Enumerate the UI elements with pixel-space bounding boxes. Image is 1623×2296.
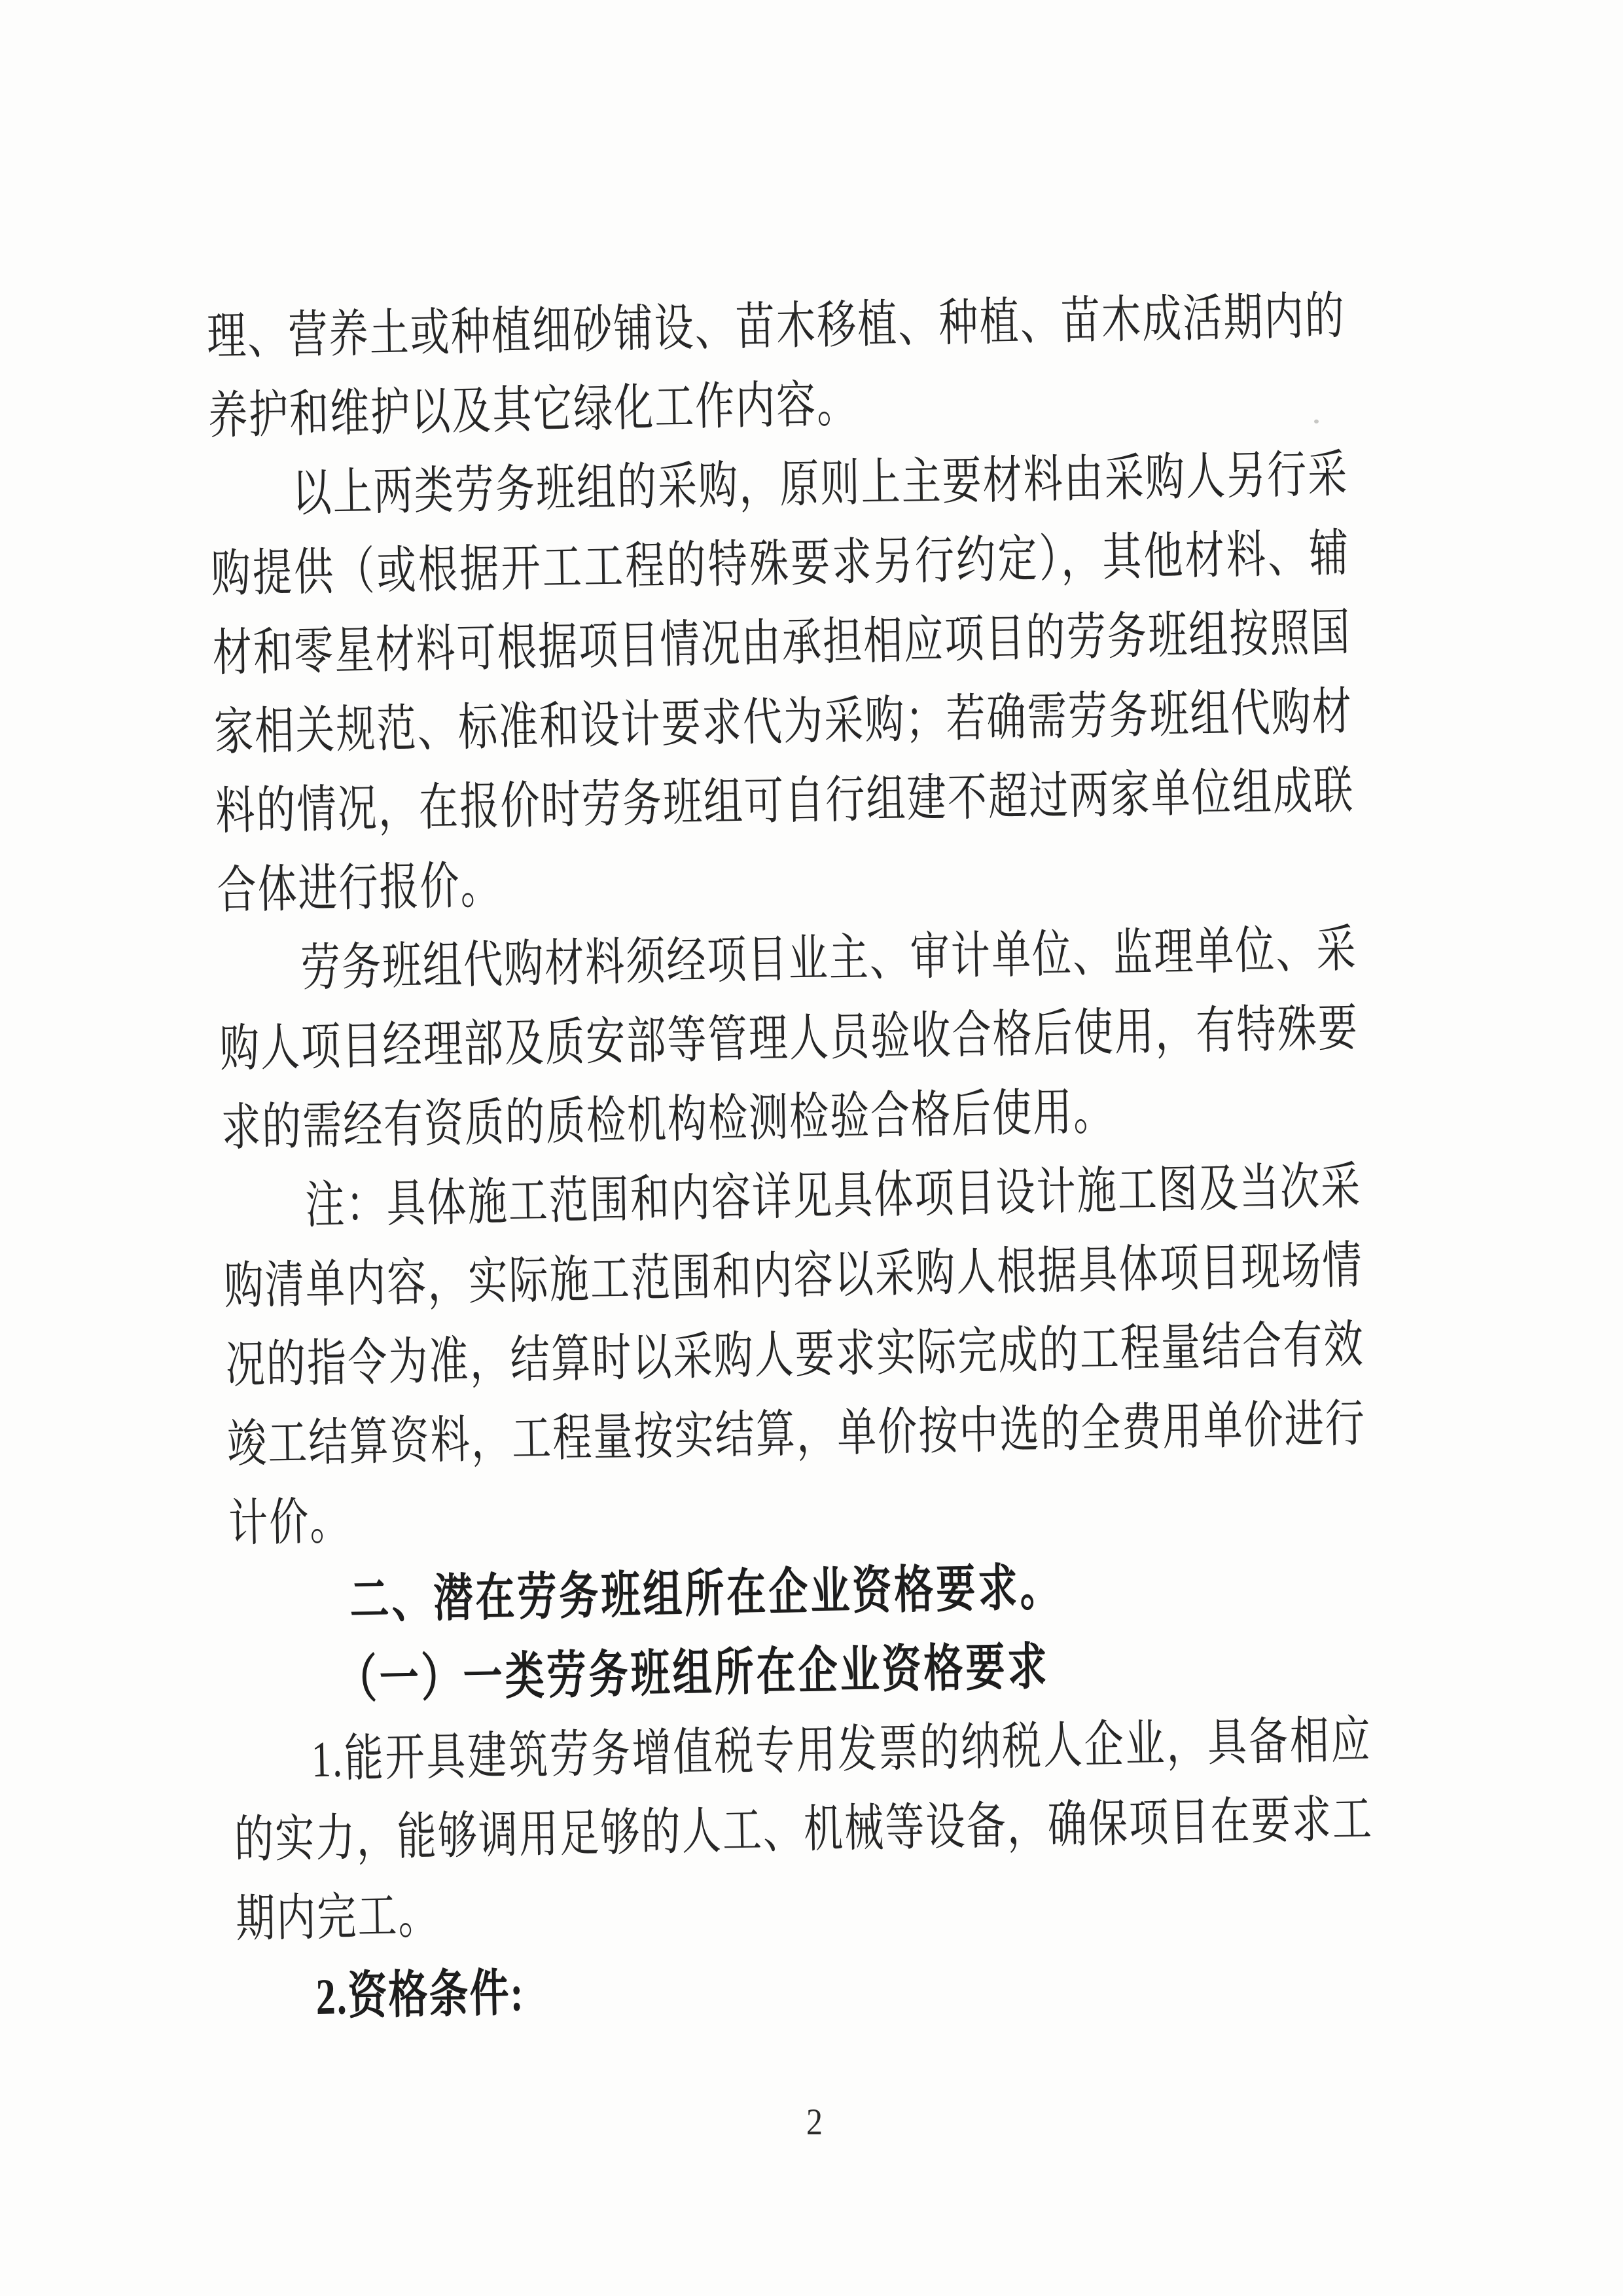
- scan-speck: [1314, 420, 1319, 423]
- numbered-item-heading: 2.资格条件:: [315, 1965, 526, 2025]
- sub-section-heading: （一）一类劳务班组所在企业资格要求: [336, 1638, 1050, 1708]
- page-number: 2: [806, 2100, 823, 2143]
- body-paragraph: 以上两类劳务班组的采购，原则上主要材料由采购人另行采购提供（或根据开工工程的特殊要求另行约定），其他材料、辅材和零星材料可根据项目情况由承担相应项目的劳务班组按照国家相关规范、标准和设计要求代为采购；若确需劳务班组代购材料的情况，在报价时劳务班组可自行组建不超过两家单位组成联合体进行报价。: [210, 446, 1355, 919]
- document-body: [206, 277, 1376, 2038]
- section-heading: 二、潜在劳务班组所在企业资格要求。: [349, 1559, 1063, 1629]
- body-paragraph-continuation: 理、营养土或种植细砂铺设、苗木移植、种植、苗木成活期内的养护和维护以及其它绿化工作内容。: [206, 288, 1346, 444]
- numbered-item: 1.能开具建筑劳务增值税专用发票的纳税人企业，具备相应的实力，能够调用足够的人工、机械等设备，确保项目在要求工期内完工。: [234, 1712, 1374, 1948]
- note-paragraph: 注：具体施工范围和内容详见具体项目设计施工图及当次采购清单内容，实际施工范围和内容以采购人根据具体项目现场情况的指令为准，结算时以采购人要求实际完成的工程量结合有效竣工结算资料，工程量按实结算，单价按中选的全费用单价进行计价。: [223, 1158, 1366, 1552]
- body-paragraph: 劳务班组代购材料须经项目业主、审计单位、监理单位、采购人项目经理部及质安部等管理人员验收合格后使用，有特殊要求的需经有资质的质检机构检测检验合格后使用。: [219, 921, 1359, 1157]
